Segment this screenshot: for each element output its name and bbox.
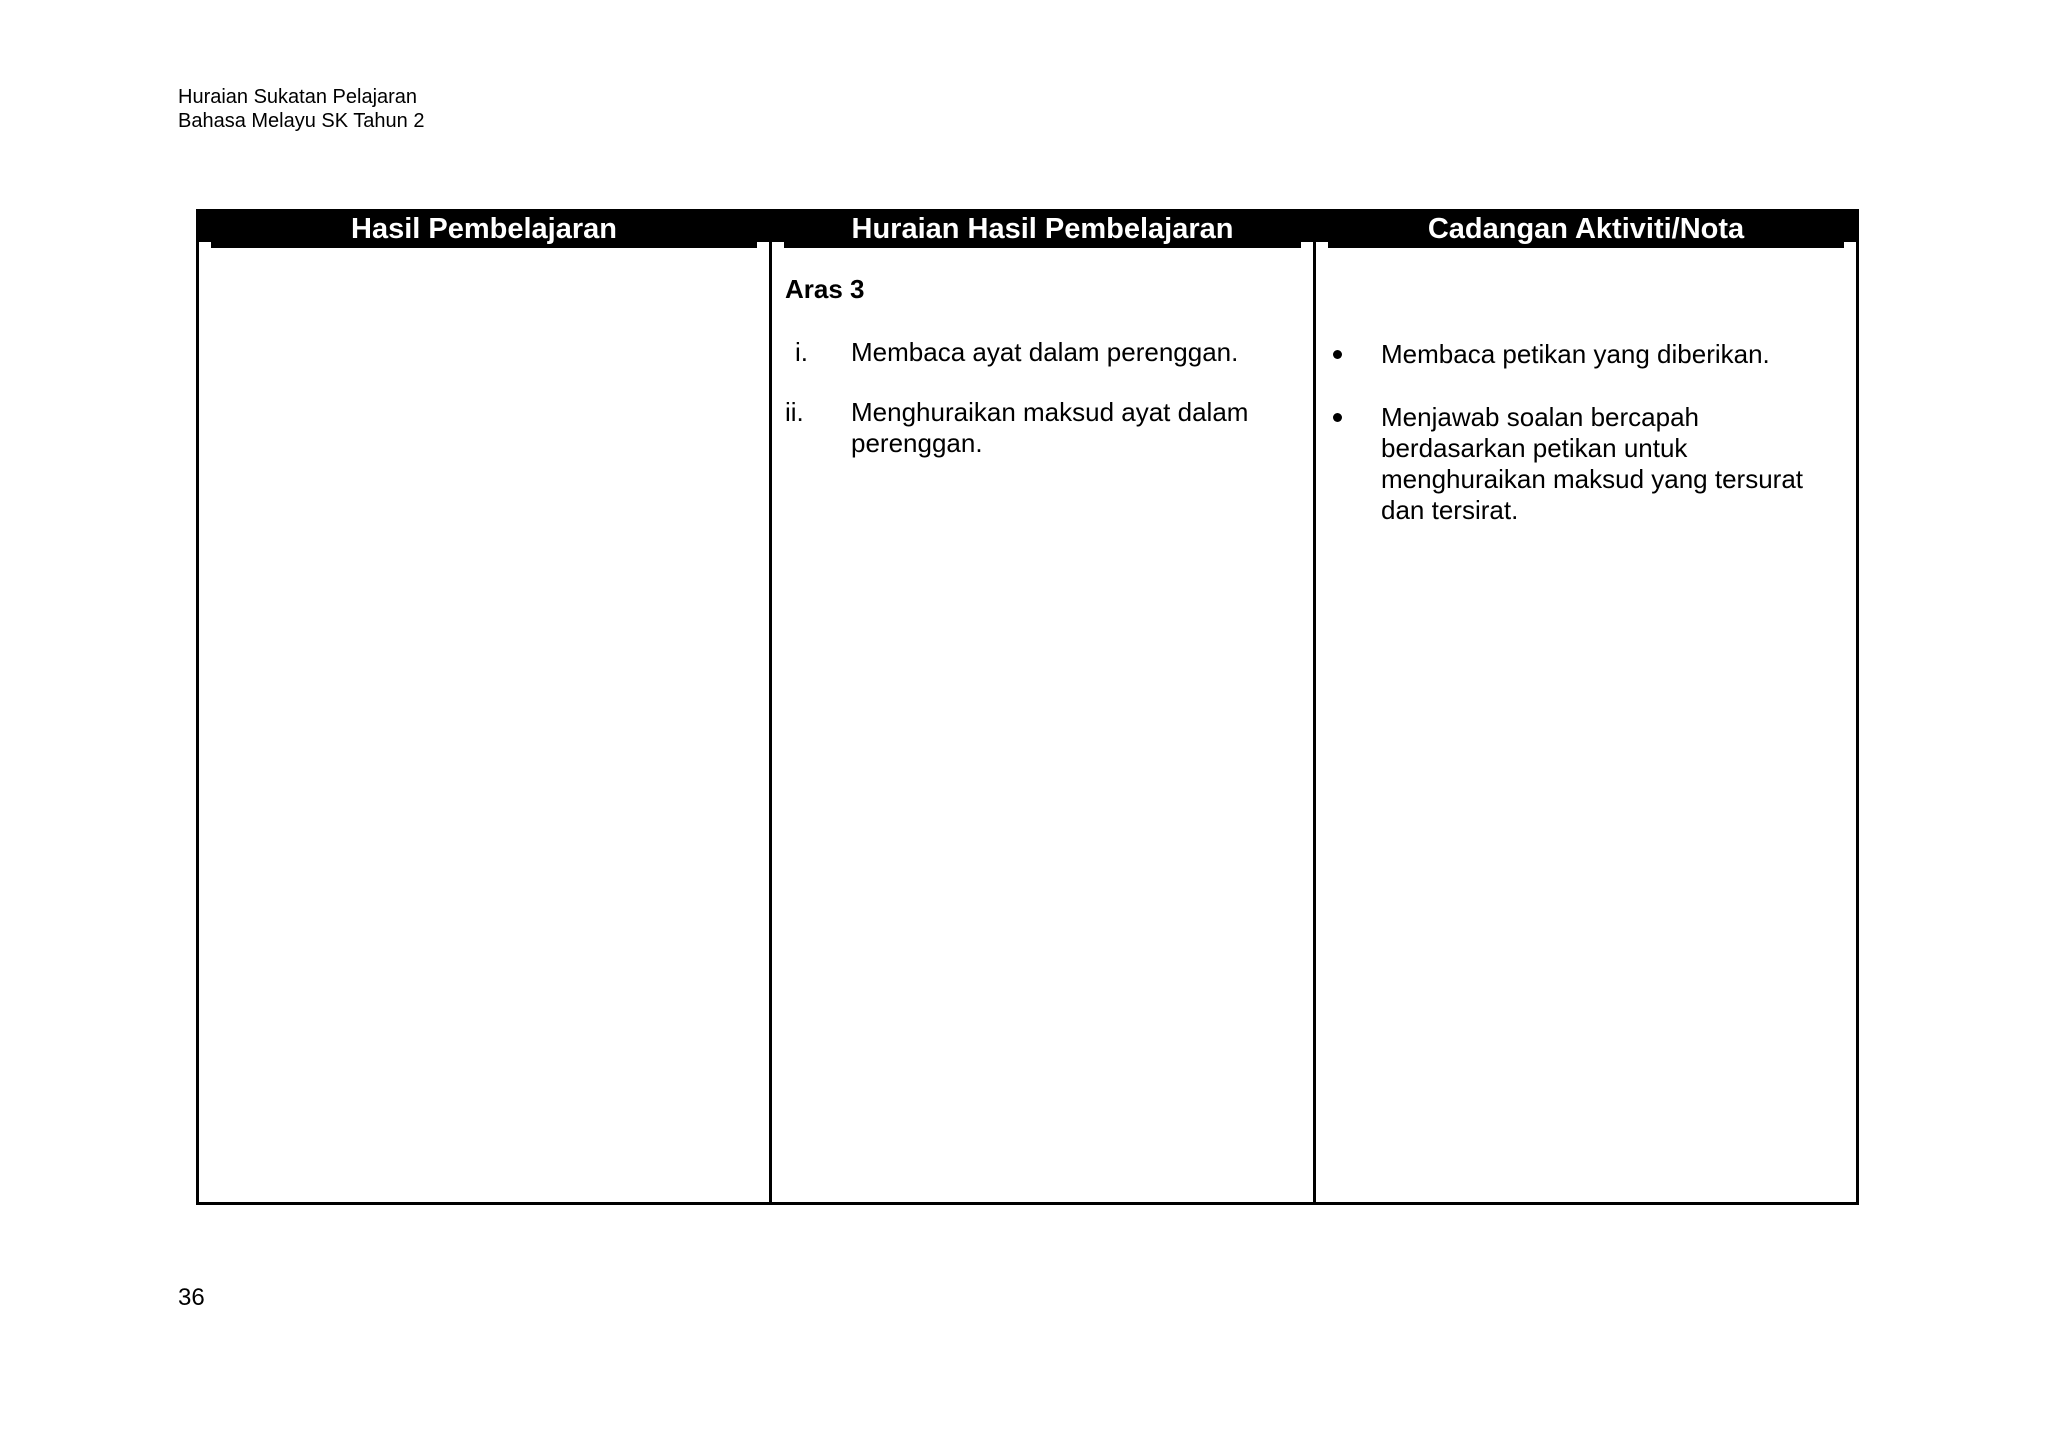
bullet-icon [1333, 350, 1342, 359]
header-subtitle: Bahasa Melayu SK Tahun 2 [178, 110, 425, 132]
column-header-huraian [772, 212, 1313, 248]
column-header-hasil [199, 212, 769, 248]
column-header-label: Hasil Pembelajaran [351, 213, 617, 245]
header-title: Huraian Sukatan Pelajaran [178, 86, 418, 108]
document-header [178, 85, 424, 133]
page-number: 36 [178, 1284, 205, 1311]
bullet-item-text: Menjawab soalan bercapah berdasarkan petikan untuk menghuraikan maksud yang tersurat dan tersirat. [1381, 402, 1804, 525]
syllabus-table [196, 209, 1859, 1205]
level-title: Aras 3 [785, 274, 865, 304]
bullet-icon [1333, 413, 1342, 422]
list-marker: i. [795, 337, 808, 367]
bullet-item-text: Membaca petikan yang diberikan. [1381, 339, 1770, 369]
column-header-cadangan [1316, 212, 1856, 248]
column-header-label: Cadangan Aktiviti/Nota [1427, 213, 1745, 245]
column-header-label: Huraian Hasil Pembelajaran [851, 213, 1234, 245]
column-divider [1313, 212, 1316, 1202]
list-marker: ii. [785, 397, 804, 427]
column-divider [769, 212, 772, 1202]
list-item-text: Membaca ayat dalam perenggan. [851, 337, 1239, 367]
list-item-text: Menghuraikan maksud ayat dalam perenggan. [851, 397, 1249, 458]
